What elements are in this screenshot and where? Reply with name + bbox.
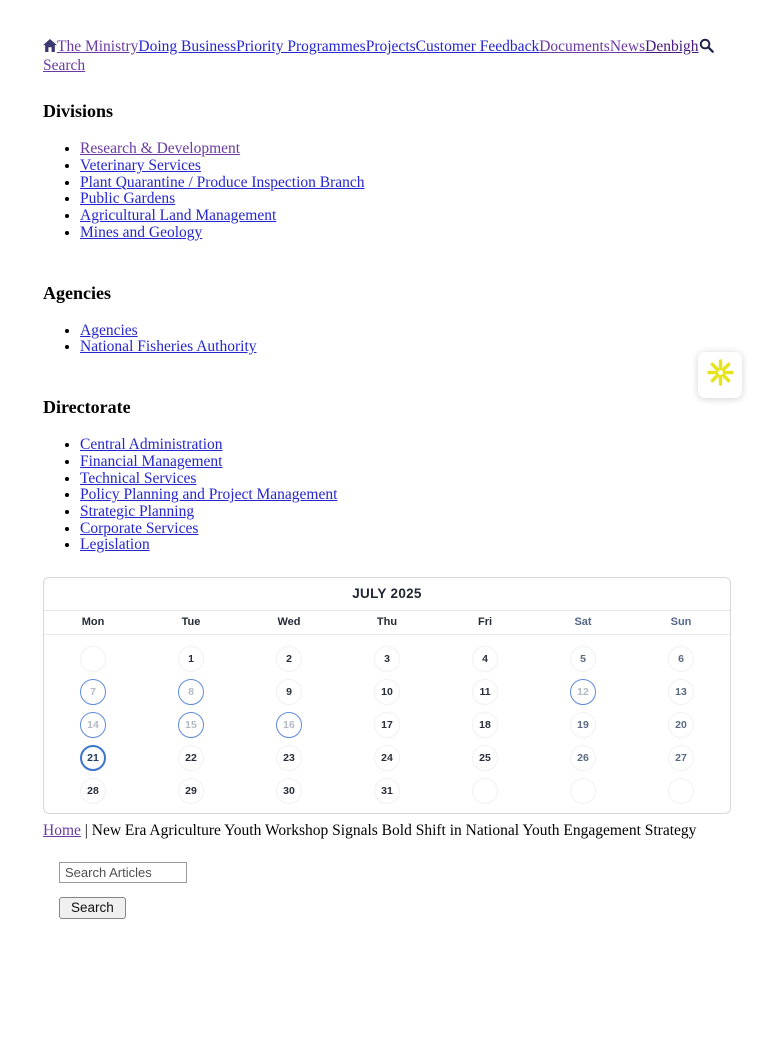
section-heading-agencies: Agencies	[43, 282, 111, 303]
link-policy-planning-and-project-management[interactable]: Policy Planning and Project Management	[80, 486, 338, 504]
asterisk-icon	[707, 359, 734, 391]
calendar-day-21[interactable]	[44, 744, 142, 771]
day-circle: 11	[472, 679, 498, 705]
day-circle: 15	[178, 712, 204, 738]
day-circle: 6	[668, 646, 694, 672]
day-circle: 16	[276, 712, 302, 738]
calendar-dow-sat: Sat	[574, 616, 592, 629]
breadcrumb-page-title: New Era Agriculture Youth Workshop Signals Bold Shift in National Youth Engagement Strategy	[91, 822, 697, 840]
day-circle: 7	[80, 679, 106, 705]
list-item	[80, 191, 731, 208]
calendar-day-23	[240, 744, 338, 771]
calendar-day-5	[534, 645, 632, 672]
day-circle	[570, 778, 596, 804]
link-central-administration[interactable]: Central Administration	[80, 436, 223, 454]
day-circle: 8	[178, 679, 204, 705]
calendar-day-empty	[632, 777, 730, 804]
link-public-gardens[interactable]: Public Gardens	[80, 190, 176, 208]
calendar-dow-tue: Tue	[181, 616, 201, 629]
list-item	[80, 141, 731, 158]
calendar-day-28	[44, 777, 142, 804]
list-item	[80, 158, 731, 175]
page-content	[0, 38, 773, 919]
nav-link-projects[interactable]: Projects	[365, 38, 416, 55]
day-circle: 1	[178, 646, 204, 672]
link-mines-and-geology[interactable]: Mines and Geology	[80, 223, 203, 241]
agencies-list	[43, 323, 731, 356]
calendar-day-empty	[436, 777, 534, 804]
calendar-day-19	[534, 711, 632, 738]
directorate-list	[43, 437, 731, 554]
home-link[interactable]	[43, 38, 57, 55]
list-item	[80, 454, 731, 471]
link-plant-quarantine-produce-inspection-branch[interactable]: Plant Quarantine / Produce Inspection Branch	[80, 173, 365, 191]
calendar-day-9	[240, 678, 338, 705]
calendar-day-30	[240, 777, 338, 804]
day-circle: 12	[570, 679, 596, 705]
calendar-day-18	[436, 711, 534, 738]
day-circle: 20	[668, 712, 694, 738]
section-agencies	[43, 283, 731, 356]
top-nav	[43, 38, 731, 75]
calendar-day-25	[436, 744, 534, 771]
calendar-day-27	[632, 744, 730, 771]
calendar-day-2	[240, 645, 338, 672]
nav-link-the-ministry[interactable]: The Ministry	[57, 38, 139, 55]
list-item	[80, 504, 731, 521]
list-item	[80, 175, 731, 192]
events-calendar	[43, 577, 731, 814]
calendar-dow-wed: Wed	[277, 616, 301, 629]
breadcrumb	[43, 822, 731, 840]
day-circle: 19	[570, 712, 596, 738]
calendar-day-4	[436, 645, 534, 672]
calendar-day-16[interactable]	[240, 711, 338, 738]
list-item	[80, 339, 731, 356]
home-icon	[43, 39, 57, 52]
day-circle	[80, 646, 106, 672]
link-financial-management[interactable]: Financial Management	[80, 452, 223, 470]
link-strategic-planning[interactable]: Strategic Planning	[80, 503, 195, 520]
calendar-day-headers	[44, 611, 730, 635]
calendar-day-14[interactable]	[44, 711, 142, 738]
assist-widget-button[interactable]	[698, 352, 742, 398]
day-circle: 14	[80, 712, 106, 738]
list-item	[80, 437, 731, 454]
calendar-dow-mon: Mon	[81, 616, 105, 629]
day-circle: 17	[374, 712, 400, 738]
calendar-day-22	[142, 744, 240, 771]
calendar-day-3	[338, 645, 436, 672]
section-heading-divisions: Divisions	[43, 101, 114, 122]
day-circle: 5	[570, 646, 596, 672]
calendar-day-10	[338, 678, 436, 705]
section-heading-directorate: Directorate	[43, 397, 131, 418]
calendar-day-29	[142, 777, 240, 804]
day-circle: 31	[374, 778, 400, 804]
nav-link-denbigh[interactable]: Denbigh	[645, 38, 699, 55]
list-item	[80, 208, 731, 225]
day-circle: 10	[374, 679, 400, 705]
calendar-day-17	[338, 711, 436, 738]
day-circle: 2	[276, 646, 302, 672]
link-research-development[interactable]: Research & Development	[80, 140, 241, 158]
nav-link-customer-feedback[interactable]: Customer Feedback	[415, 38, 540, 55]
calendar-day-1	[142, 645, 240, 672]
breadcrumb-separator: |	[84, 822, 88, 840]
day-circle: 13	[668, 679, 694, 705]
search-button[interactable]: Search	[59, 897, 126, 919]
day-circle: 24	[374, 745, 400, 771]
link-national-fisheries-authority[interactable]: National Fisheries Authority	[80, 338, 257, 356]
section-directorate	[43, 397, 731, 554]
day-circle: 21	[80, 745, 106, 771]
link-corporate-services[interactable]: Corporate Services	[80, 519, 199, 537]
list-item	[80, 487, 731, 504]
nav-link-priority-programmes[interactable]: Priority Programmes	[236, 38, 366, 55]
breadcrumb-home-link[interactable]: Home	[43, 822, 81, 840]
link-agricultural-land-management[interactable]: Agricultural Land Management	[80, 207, 277, 225]
list-item	[80, 471, 731, 488]
calendar-day-empty	[44, 645, 142, 672]
list-item	[80, 225, 731, 242]
calendar-day-8[interactable]	[142, 678, 240, 705]
divisions-list	[43, 141, 731, 241]
list-item	[80, 537, 731, 554]
day-circle	[668, 778, 694, 804]
link-agencies[interactable]: Agencies	[80, 321, 138, 339]
calendar-dow-fri: Fri	[477, 616, 493, 629]
calendar-day-empty	[534, 777, 632, 804]
day-circle: 30	[276, 778, 302, 804]
calendar-day-15[interactable]	[142, 711, 240, 738]
day-circle: 9	[276, 679, 302, 705]
calendar-day-6	[632, 645, 730, 672]
calendar-day-26	[534, 744, 632, 771]
day-circle: 27	[668, 745, 694, 771]
day-circle: 22	[178, 745, 204, 771]
calendar-day-24	[338, 744, 436, 771]
link-veterinary-services[interactable]: Veterinary Services	[80, 156, 201, 174]
calendar-day-11	[436, 678, 534, 705]
calendar-grid	[44, 635, 730, 813]
article-search-form	[59, 862, 731, 919]
day-circle: 25	[472, 745, 498, 771]
day-circle: 23	[276, 745, 302, 771]
search-articles-input[interactable]	[59, 862, 187, 883]
day-circle: 3	[374, 646, 400, 672]
nav-link-documents[interactable]: Documents	[539, 38, 610, 55]
calendar-day-7[interactable]	[44, 678, 142, 705]
calendar-dow-sun: Sun	[670, 616, 692, 629]
day-circle: 26	[570, 745, 596, 771]
nav-link-doing-business[interactable]: Doing Business	[138, 38, 237, 55]
calendar-day-20	[632, 711, 730, 738]
section-divisions	[43, 101, 731, 241]
day-circle: 4	[472, 646, 498, 672]
nav-link-news[interactable]: News	[609, 38, 646, 55]
calendar-month-title: JULY 2025	[44, 578, 730, 611]
calendar-day-31	[338, 777, 436, 804]
list-item	[80, 521, 731, 538]
link-technical-services[interactable]: Technical Services	[80, 469, 197, 487]
list-item	[80, 323, 731, 340]
search-icon	[699, 38, 714, 53]
calendar-day-13	[632, 678, 730, 705]
calendar-dow-thu: Thu	[376, 616, 398, 629]
day-circle	[472, 778, 498, 804]
day-circle: 29	[178, 778, 204, 804]
nav-link-search[interactable]: Search	[43, 56, 86, 74]
calendar-day-12[interactable]	[534, 678, 632, 705]
link-legislation[interactable]: Legislation	[80, 536, 150, 554]
day-circle: 18	[472, 712, 498, 738]
day-circle: 28	[80, 778, 106, 804]
